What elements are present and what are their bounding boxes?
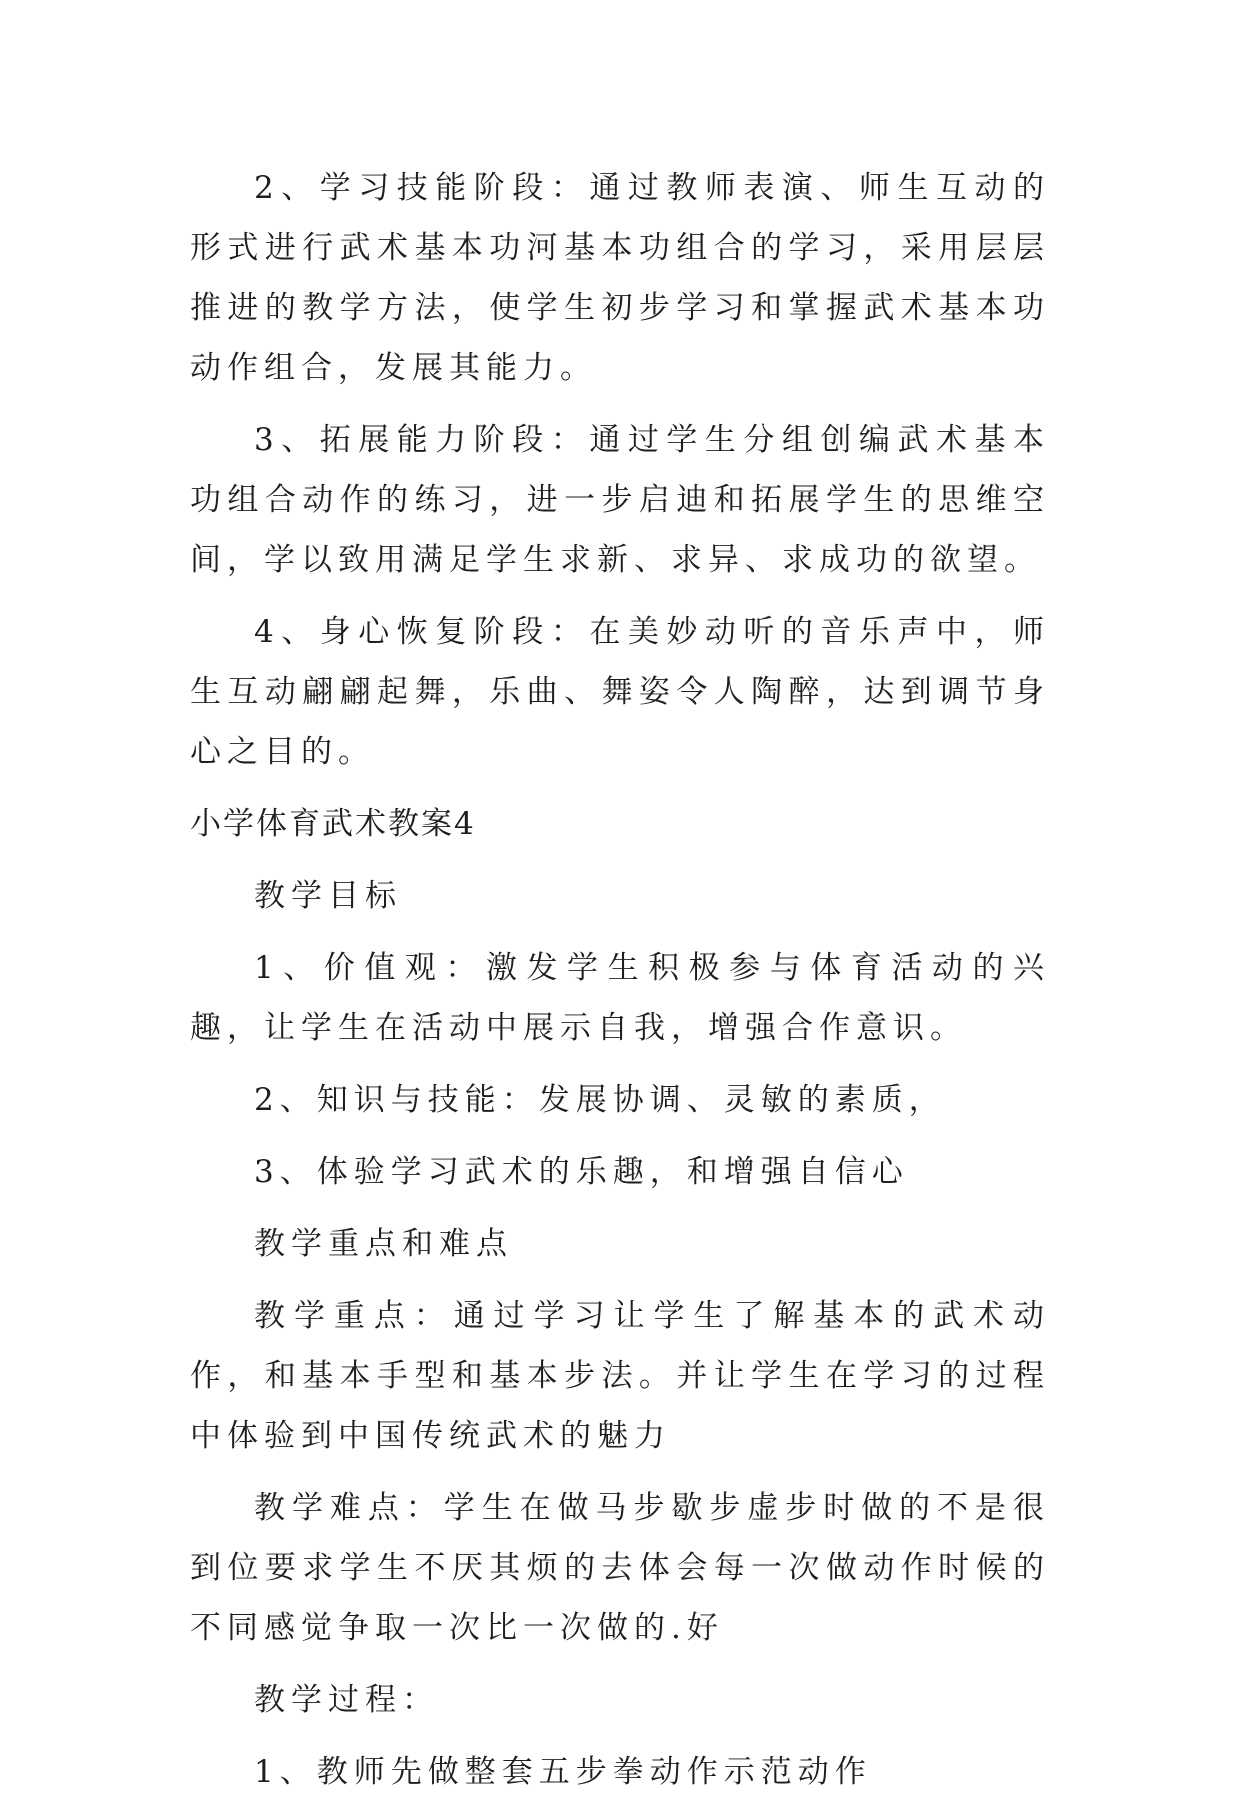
paragraph-recovery-stage: 4、身心恢复阶段：在美妙动听的音乐声中，师生互动翩翩起舞，乐曲、舞姿令人陶醉，达到调节身心之目的。	[190, 614, 1050, 770]
subheading-key-points: 教学重点和难点	[254, 1226, 513, 1262]
subheading-teaching-goals: 教学目标	[254, 878, 402, 914]
paragraph-goal-values: 1、价值观：激发学生积极参与体育活动的兴趣，让学生在活动中展示自我，增强合作意识。	[190, 950, 1050, 1046]
paragraph-process-step-1: 1、教师先做整套五步拳动作示范动作	[254, 1754, 872, 1790]
paragraph-goal-experience: 3、体验学习武术的乐趣，和增强自信心	[254, 1154, 909, 1190]
subheading-teaching-process: 教学过程：	[254, 1682, 439, 1718]
section-title: 小学体育武术教案4	[190, 806, 476, 842]
paragraph-goal-knowledge: 2、知识与技能：发展协调、灵敏的素质，	[254, 1082, 946, 1118]
document-body	[190, 158, 1050, 1814]
paragraph-ability-expansion-stage: 3、拓展能力阶段：通过学生分组创编武术基本功组合动作的练习，进一步启迪和拓展学生的思维空间，学以致用满足学生求新、求异、求成功的欲望。	[190, 422, 1050, 578]
paragraph-skill-learning-stage: 2、学习技能阶段：通过教师表演、师生互动的形式进行武术基本功河基本功组合的学习，采用层层推进的教学方法，使学生初步学习和掌握武术基本功动作组合，发展其能力。	[190, 170, 1050, 386]
paragraph-difficulty: 教学难点：学生在做马步歇步虚步时做的不是很到位要求学生不厌其烦的去体会每一次做动作时候的不同感觉争取一次比一次做的.好	[190, 1490, 1050, 1646]
paragraph-key-point: 教学重点：通过学习让学生了解基本的武术动作，和基本手型和基本步法。并让学生在学习的过程中体验到中国传统武术的魅力	[190, 1298, 1050, 1454]
